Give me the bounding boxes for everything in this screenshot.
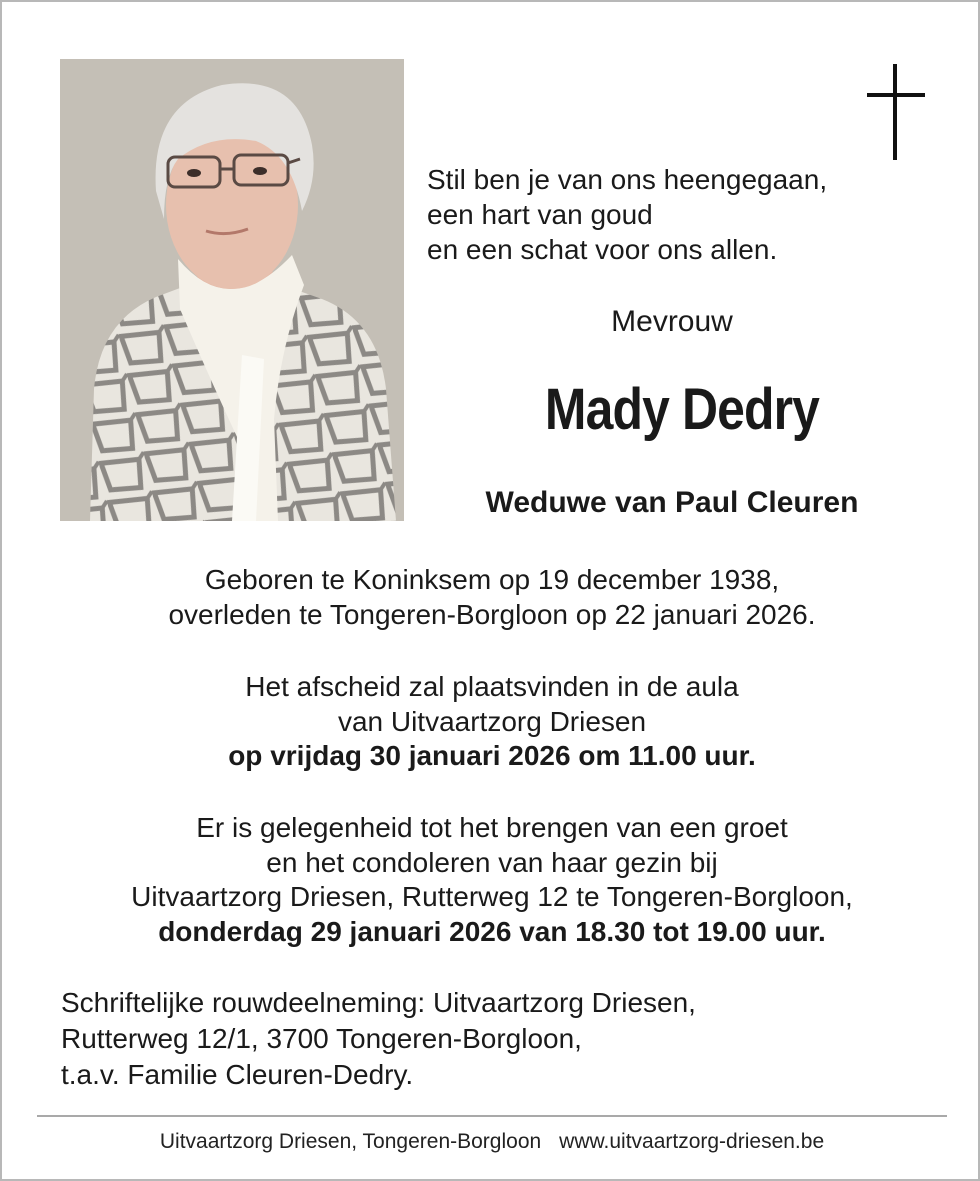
condolence-line: Er is gelegenheid tot het brengen van een groet [196, 812, 788, 843]
cross-icon [867, 64, 925, 160]
footer [2, 1127, 980, 1157]
footer-divider [37, 1115, 947, 1117]
verse-line: Stil ben je van ons heengegaan, [427, 164, 828, 195]
farewell-line: van Uitvaartzorg Driesen [337, 705, 647, 737]
portrait-illustration [60, 59, 404, 521]
written-condolence-line: t.a.v. Familie Cleuren-Dedry. [61, 1059, 414, 1090]
spouse-line: Weduwe van Paul Cleuren [485, 486, 859, 519]
farewell-line: Het afscheid zal plaatsvinden in de aula [245, 671, 739, 702]
deceased-name: Mady Dedry [544, 377, 820, 442]
salutation: Mevrouw [611, 305, 733, 338]
written-condolence-line: Rutterweg 12/1, 3700 Tongeren-Borgloon, [61, 1023, 582, 1054]
portrait-photo [60, 59, 404, 521]
verse-line: een hart van goud [427, 199, 653, 230]
death-line: overleden te Tongeren-Borgloon op 22 januari 2026. [168, 598, 816, 630]
condolence-datetime: donderdag 29 januari 2026 van 18.30 tot 19.00 uur. [158, 915, 826, 947]
birth-line: Geboren te Koninksem op 19 december 1938, [204, 564, 780, 595]
condolence-info [2, 811, 980, 949]
footer-company: Uitvaartzorg Driesen, Tongeren-Borgloon [159, 1130, 542, 1153]
birth-death-info [2, 563, 980, 632]
condolence-line: Uitvaartzorg Driesen, Rutterweg 12 te Tongeren-Borgloon, [131, 881, 853, 912]
written-condolence [61, 985, 696, 1093]
written-condolence-line: Schriftelijke rouwdeelneming: Uitvaartzorg Driesen, [61, 987, 696, 1018]
farewell-datetime: op vrijdag 30 januari 2026 om 11.00 uur. [228, 740, 756, 771]
verse-line: en een schat voor ons allen. [427, 234, 778, 265]
footer-website-link[interactable]: www.uitvaartzorg-driesen.be [559, 1130, 825, 1153]
memorial-verse [427, 162, 827, 267]
condolence-line: en het condoleren van haar gezin bij [266, 846, 718, 878]
farewell-info [2, 670, 980, 774]
